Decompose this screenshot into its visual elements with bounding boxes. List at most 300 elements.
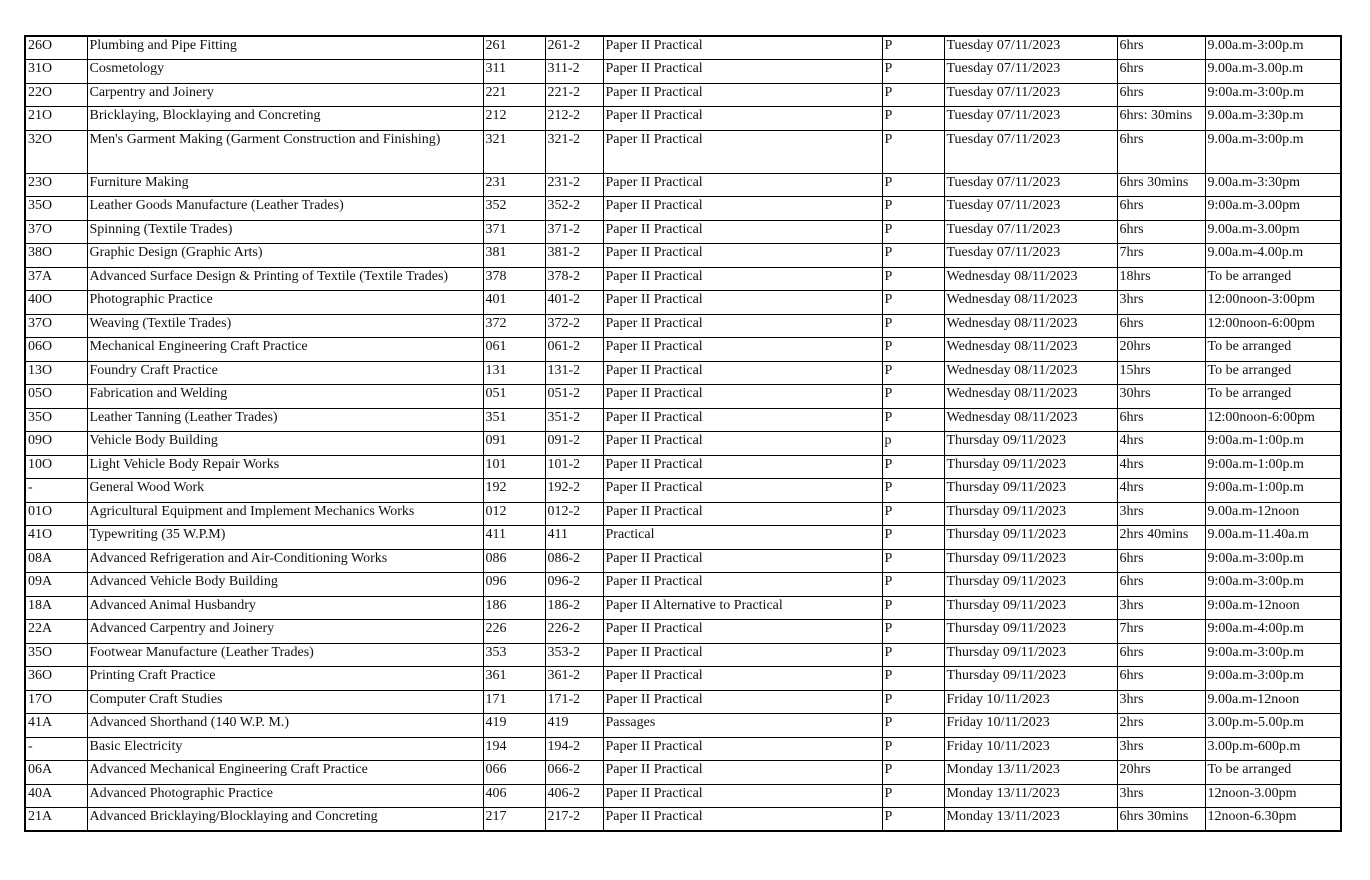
subject-number-cell: 217 (483, 808, 545, 832)
subject-cell: Foundry Craft Practice (87, 361, 483, 385)
subject-number-cell: 086 (483, 549, 545, 573)
exam-time-cell: 12noon-3.00pm (1205, 784, 1341, 808)
subject-cell: General Wood Work (87, 479, 483, 503)
table-row (25, 596, 1341, 620)
table-row (25, 643, 1341, 667)
subject-number-cell: 061 (483, 338, 545, 362)
paper-code-cell: 131-2 (545, 361, 603, 385)
subject-number-cell: 186 (483, 596, 545, 620)
table-row (25, 737, 1341, 761)
table-row (25, 267, 1341, 291)
exam-date-cell: Thursday 09/11/2023 (944, 620, 1117, 644)
exam-time-cell: To be arranged (1205, 361, 1341, 385)
subject-number-cell: 351 (483, 408, 545, 432)
course-code-cell: 09O (25, 432, 87, 456)
subject-number-cell: 101 (483, 455, 545, 479)
exam-date-cell: Thursday 09/11/2023 (944, 479, 1117, 503)
exam-type-cell: P (882, 244, 944, 268)
paper-name-cell: Paper II Practical (603, 643, 882, 667)
subject-number-cell: 361 (483, 667, 545, 691)
paper-code-cell: 401-2 (545, 291, 603, 315)
paper-name-cell: Paper II Practical (603, 338, 882, 362)
paper-name-cell: Paper II Alternative to Practical (603, 596, 882, 620)
table-row (25, 432, 1341, 456)
exam-time-cell: To be arranged (1205, 385, 1341, 409)
exam-time-cell: 9.00a.m-3:00p.m (1205, 36, 1341, 60)
subject-cell: Leather Tanning (Leather Trades) (87, 408, 483, 432)
paper-name-cell: Paper II Practical (603, 479, 882, 503)
course-code-cell: 26O (25, 36, 87, 60)
duration-cell: 15hrs (1117, 361, 1205, 385)
table-row (25, 784, 1341, 808)
paper-code-cell: 194-2 (545, 737, 603, 761)
exam-date-cell: Tuesday 07/11/2023 (944, 36, 1117, 60)
subject-cell: Advanced Mechanical Engineering Craft Practice (87, 761, 483, 785)
subject-number-cell: 401 (483, 291, 545, 315)
exam-date-cell: Wednesday 08/11/2023 (944, 338, 1117, 362)
course-code-cell: 18A (25, 596, 87, 620)
subject-number-cell: 419 (483, 714, 545, 738)
subject-number-cell: 353 (483, 643, 545, 667)
table-row (25, 83, 1341, 107)
exam-date-cell: Thursday 09/11/2023 (944, 573, 1117, 597)
course-code-cell: 06A (25, 761, 87, 785)
exam-type-cell: P (882, 60, 944, 84)
subject-number-cell: 406 (483, 784, 545, 808)
exam-time-cell: 9:00a.m-1:00p.m (1205, 455, 1341, 479)
exam-date-cell: Tuesday 07/11/2023 (944, 197, 1117, 221)
exam-date-cell: Tuesday 07/11/2023 (944, 244, 1117, 268)
exam-date-cell: Thursday 09/11/2023 (944, 596, 1117, 620)
paper-name-cell: Passages (603, 714, 882, 738)
table-row (25, 220, 1341, 244)
course-code-cell: 35O (25, 408, 87, 432)
exam-time-cell: 12:00noon-6:00pm (1205, 314, 1341, 338)
exam-type-cell: P (882, 267, 944, 291)
exam-type-cell: P (882, 784, 944, 808)
exam-date-cell: Monday 13/11/2023 (944, 761, 1117, 785)
exam-date-cell: Wednesday 08/11/2023 (944, 385, 1117, 409)
duration-cell: 2hrs (1117, 714, 1205, 738)
subject-cell: Bricklaying, Blocklaying and Concreting (87, 107, 483, 131)
exam-date-cell: Tuesday 07/11/2023 (944, 107, 1117, 131)
subject-number-cell: 171 (483, 690, 545, 714)
duration-cell: 30hrs (1117, 385, 1205, 409)
table-row (25, 197, 1341, 221)
exam-time-cell: To be arranged (1205, 267, 1341, 291)
exam-type-cell: P (882, 83, 944, 107)
exam-type-cell: P (882, 596, 944, 620)
paper-name-cell: Paper II Practical (603, 130, 882, 173)
exam-type-cell: P (882, 36, 944, 60)
exam-date-cell: Friday 10/11/2023 (944, 690, 1117, 714)
subject-number-cell: 311 (483, 60, 545, 84)
paper-code-cell: 217-2 (545, 808, 603, 832)
exam-time-cell: To be arranged (1205, 338, 1341, 362)
table-row (25, 479, 1341, 503)
subject-cell: Fabrication and Welding (87, 385, 483, 409)
paper-name-cell: Paper II Practical (603, 83, 882, 107)
duration-cell: 6hrs (1117, 408, 1205, 432)
paper-name-cell: Paper II Practical (603, 784, 882, 808)
exam-date-cell: Thursday 09/11/2023 (944, 432, 1117, 456)
exam-type-cell: P (882, 573, 944, 597)
paper-code-cell: 406-2 (545, 784, 603, 808)
table-row (25, 808, 1341, 832)
exam-time-cell: 12:00noon-6:00pm (1205, 408, 1341, 432)
subject-cell: Graphic Design (Graphic Arts) (87, 244, 483, 268)
duration-cell: 6hrs (1117, 197, 1205, 221)
exam-date-cell: Monday 13/11/2023 (944, 784, 1117, 808)
paper-code-cell: 321-2 (545, 130, 603, 173)
paper-code-cell: 353-2 (545, 643, 603, 667)
duration-cell: 4hrs (1117, 479, 1205, 503)
exam-date-cell: Thursday 09/11/2023 (944, 526, 1117, 550)
exam-type-cell: P (882, 667, 944, 691)
table-row (25, 455, 1341, 479)
paper-name-cell: Paper II Practical (603, 690, 882, 714)
exam-date-cell: Thursday 09/11/2023 (944, 667, 1117, 691)
subject-cell: Advanced Shorthand (140 W.P. M.) (87, 714, 483, 738)
paper-name-cell: Paper II Practical (603, 314, 882, 338)
paper-code-cell: 096-2 (545, 573, 603, 597)
paper-code-cell: 311-2 (545, 60, 603, 84)
exam-type-cell: P (882, 130, 944, 173)
subject-cell: Advanced Animal Husbandry (87, 596, 483, 620)
table-row (25, 526, 1341, 550)
subject-cell: Plumbing and Pipe Fitting (87, 36, 483, 60)
subject-cell: Advanced Refrigeration and Air-Conditioning Works (87, 549, 483, 573)
course-code-cell: 40A (25, 784, 87, 808)
paper-name-cell: Paper II Practical (603, 385, 882, 409)
subject-number-cell: 321 (483, 130, 545, 173)
exam-time-cell: 9.00a.m-11.40a.m (1205, 526, 1341, 550)
duration-cell: 6hrs (1117, 314, 1205, 338)
subject-cell: Cosmetology (87, 60, 483, 84)
table-row (25, 385, 1341, 409)
exam-time-cell: 9.00a.m-3:30p.m (1205, 107, 1341, 131)
exam-date-cell: Tuesday 07/11/2023 (944, 130, 1117, 173)
course-code-cell: 40O (25, 291, 87, 315)
exam-timetable (24, 35, 1342, 832)
course-code-cell: 31O (25, 60, 87, 84)
exam-date-cell: Thursday 09/11/2023 (944, 502, 1117, 526)
paper-code-cell: 411 (545, 526, 603, 550)
paper-name-cell: Paper II Practical (603, 107, 882, 131)
table-row (25, 361, 1341, 385)
paper-code-cell: 212-2 (545, 107, 603, 131)
subject-cell: Footwear Manufacture (Leather Trades) (87, 643, 483, 667)
timetable-body (25, 36, 1341, 831)
course-code-cell: 10O (25, 455, 87, 479)
exam-type-cell: P (882, 107, 944, 131)
subject-cell: Printing Craft Practice (87, 667, 483, 691)
paper-code-cell: 061-2 (545, 338, 603, 362)
exam-type-cell: P (882, 502, 944, 526)
course-code-cell: 08A (25, 549, 87, 573)
exam-time-cell: 9:00a.m-1:00p.m (1205, 432, 1341, 456)
table-row (25, 107, 1341, 131)
exam-type-cell: P (882, 620, 944, 644)
exam-date-cell: Friday 10/11/2023 (944, 737, 1117, 761)
subject-cell: Spinning (Textile Trades) (87, 220, 483, 244)
paper-name-cell: Paper II Practical (603, 808, 882, 832)
exam-time-cell: 9.00a.m-3:00p.m (1205, 130, 1341, 173)
subject-number-cell: 231 (483, 173, 545, 197)
exam-type-cell: P (882, 479, 944, 503)
paper-name-cell: Paper II Practical (603, 549, 882, 573)
course-code-cell: 41O (25, 526, 87, 550)
paper-name-cell: Paper II Practical (603, 761, 882, 785)
duration-cell: 3hrs (1117, 784, 1205, 808)
exam-type-cell: P (882, 690, 944, 714)
subject-cell: Carpentry and Joinery (87, 83, 483, 107)
exam-date-cell: Wednesday 08/11/2023 (944, 408, 1117, 432)
duration-cell: 6hrs 30mins (1117, 173, 1205, 197)
paper-name-cell: Paper II Practical (603, 667, 882, 691)
duration-cell: 3hrs (1117, 690, 1205, 714)
exam-type-cell: P (882, 455, 944, 479)
duration-cell: 2hrs 40mins (1117, 526, 1205, 550)
table-row (25, 620, 1341, 644)
duration-cell: 7hrs (1117, 244, 1205, 268)
course-code-cell: 06O (25, 338, 87, 362)
table-row (25, 761, 1341, 785)
duration-cell: 6hrs (1117, 549, 1205, 573)
subject-cell: Advanced Bricklaying/Blocklaying and Concreting (87, 808, 483, 832)
exam-time-cell: 3.00p.m-5.00p.m (1205, 714, 1341, 738)
duration-cell: 6hrs (1117, 130, 1205, 173)
table-row (25, 130, 1341, 173)
duration-cell: 6hrs (1117, 573, 1205, 597)
exam-type-cell: P (882, 361, 944, 385)
duration-cell: 6hrs (1117, 667, 1205, 691)
subject-cell: Advanced Carpentry and Joinery (87, 620, 483, 644)
exam-time-cell: To be arranged (1205, 761, 1341, 785)
subject-number-cell: 091 (483, 432, 545, 456)
exam-type-cell: P (882, 173, 944, 197)
paper-code-cell: 186-2 (545, 596, 603, 620)
paper-name-cell: Paper II Practical (603, 244, 882, 268)
course-code-cell: 37O (25, 314, 87, 338)
exam-time-cell: 9.00a.m-3:30pm (1205, 173, 1341, 197)
subject-number-cell: 372 (483, 314, 545, 338)
exam-time-cell: 9:00a.m-3.00pm (1205, 197, 1341, 221)
subject-number-cell: 221 (483, 83, 545, 107)
exam-time-cell: 9.00a.m-12noon (1205, 690, 1341, 714)
duration-cell: 18hrs (1117, 267, 1205, 291)
exam-date-cell: Wednesday 08/11/2023 (944, 361, 1117, 385)
paper-name-cell: Paper II Practical (603, 620, 882, 644)
table-row (25, 314, 1341, 338)
subject-cell: Men's Garment Making (Garment Construction and Finishing) (87, 130, 483, 173)
exam-type-cell: P (882, 737, 944, 761)
paper-code-cell: 352-2 (545, 197, 603, 221)
exam-time-cell: 12:00noon-3:00pm (1205, 291, 1341, 315)
exam-type-cell: P (882, 714, 944, 738)
paper-name-cell: Paper II Practical (603, 455, 882, 479)
exam-date-cell: Thursday 09/11/2023 (944, 643, 1117, 667)
exam-type-cell: P (882, 808, 944, 832)
table-row (25, 502, 1341, 526)
subject-cell: Basic Electricity (87, 737, 483, 761)
duration-cell: 6hrs (1117, 83, 1205, 107)
paper-code-cell: 231-2 (545, 173, 603, 197)
table-row (25, 690, 1341, 714)
exam-date-cell: Wednesday 08/11/2023 (944, 267, 1117, 291)
exam-time-cell: 9.00a.m-3.00pm (1205, 220, 1341, 244)
course-code-cell: 21A (25, 808, 87, 832)
subject-cell: Furniture Making (87, 173, 483, 197)
subject-number-cell: 378 (483, 267, 545, 291)
table-row (25, 667, 1341, 691)
subject-cell: Advanced Photographic Practice (87, 784, 483, 808)
subject-cell: Advanced Surface Design & Printing of Textile (Textile Trades) (87, 267, 483, 291)
duration-cell: 6hrs (1117, 643, 1205, 667)
course-code-cell: 09A (25, 573, 87, 597)
paper-name-cell: Paper II Practical (603, 197, 882, 221)
paper-code-cell: 171-2 (545, 690, 603, 714)
exam-date-cell: Tuesday 07/11/2023 (944, 173, 1117, 197)
paper-name-cell: Paper II Practical (603, 220, 882, 244)
subject-number-cell: 352 (483, 197, 545, 221)
course-code-cell: 17O (25, 690, 87, 714)
exam-time-cell: 9.00a.m-3.00p.m (1205, 60, 1341, 84)
exam-time-cell: 9.00a.m-12noon (1205, 502, 1341, 526)
exam-date-cell: Wednesday 08/11/2023 (944, 314, 1117, 338)
course-code-cell: 32O (25, 130, 87, 173)
duration-cell: 6hrs (1117, 36, 1205, 60)
paper-code-cell: 051-2 (545, 385, 603, 409)
paper-name-cell: Paper II Practical (603, 502, 882, 526)
subject-cell: Leather Goods Manufacture (Leather Trades) (87, 197, 483, 221)
table-row (25, 338, 1341, 362)
subject-number-cell: 411 (483, 526, 545, 550)
paper-code-cell: 012-2 (545, 502, 603, 526)
paper-code-cell: 086-2 (545, 549, 603, 573)
course-code-cell: 35O (25, 643, 87, 667)
course-code-cell: 38O (25, 244, 87, 268)
exam-time-cell: 12noon-6.30pm (1205, 808, 1341, 832)
paper-name-cell: Paper II Practical (603, 173, 882, 197)
paper-code-cell: 226-2 (545, 620, 603, 644)
paper-name-cell: Paper II Practical (603, 737, 882, 761)
paper-name-cell: Paper II Practical (603, 267, 882, 291)
exam-time-cell: 9:00a.m-1:00p.m (1205, 479, 1341, 503)
subject-number-cell: 371 (483, 220, 545, 244)
paper-code-cell: 361-2 (545, 667, 603, 691)
exam-date-cell: Wednesday 08/11/2023 (944, 291, 1117, 315)
paper-code-cell: 419 (545, 714, 603, 738)
paper-code-cell: 351-2 (545, 408, 603, 432)
exam-time-cell: 9:00a.m-3:00p.m (1205, 83, 1341, 107)
exam-date-cell: Tuesday 07/11/2023 (944, 220, 1117, 244)
paper-code-cell: 372-2 (545, 314, 603, 338)
exam-type-cell: P (882, 291, 944, 315)
paper-name-cell: Paper II Practical (603, 432, 882, 456)
paper-code-cell: 192-2 (545, 479, 603, 503)
duration-cell: 6hrs (1117, 220, 1205, 244)
subject-number-cell: 066 (483, 761, 545, 785)
table-row (25, 60, 1341, 84)
subject-number-cell: 012 (483, 502, 545, 526)
paper-code-cell: 101-2 (545, 455, 603, 479)
duration-cell: 4hrs (1117, 455, 1205, 479)
subject-number-cell: 051 (483, 385, 545, 409)
course-code-cell: 36O (25, 667, 87, 691)
subject-number-cell: 226 (483, 620, 545, 644)
duration-cell: 7hrs (1117, 620, 1205, 644)
paper-code-cell: 221-2 (545, 83, 603, 107)
exam-date-cell: Tuesday 07/11/2023 (944, 83, 1117, 107)
subject-number-cell: 192 (483, 479, 545, 503)
exam-type-cell: p (882, 432, 944, 456)
subject-number-cell: 212 (483, 107, 545, 131)
exam-date-cell: Tuesday 07/11/2023 (944, 60, 1117, 84)
exam-time-cell: 9.00a.m-4.00p.m (1205, 244, 1341, 268)
course-code-cell: 05O (25, 385, 87, 409)
paper-name-cell: Paper II Practical (603, 361, 882, 385)
duration-cell: 3hrs (1117, 596, 1205, 620)
course-code-cell: 22O (25, 83, 87, 107)
course-code-cell: 35O (25, 197, 87, 221)
paper-name-cell: Paper II Practical (603, 291, 882, 315)
paper-name-cell: Practical (603, 526, 882, 550)
exam-time-cell: 3.00p.m-600p.m (1205, 737, 1341, 761)
exam-date-cell: Thursday 09/11/2023 (944, 549, 1117, 573)
table-row (25, 408, 1341, 432)
course-code-cell: 37O (25, 220, 87, 244)
subject-cell: Typewriting (35 W.P.M) (87, 526, 483, 550)
table-row (25, 573, 1341, 597)
subject-cell: Computer Craft Studies (87, 690, 483, 714)
subject-cell: Light Vehicle Body Repair Works (87, 455, 483, 479)
table-row (25, 549, 1341, 573)
exam-type-cell: P (882, 526, 944, 550)
paper-name-cell: Paper II Practical (603, 573, 882, 597)
table-row (25, 36, 1341, 60)
exam-type-cell: P (882, 338, 944, 362)
table-row (25, 244, 1341, 268)
subject-cell: Mechanical Engineering Craft Practice (87, 338, 483, 362)
paper-code-cell: 091-2 (545, 432, 603, 456)
exam-date-cell: Friday 10/11/2023 (944, 714, 1117, 738)
subject-cell: Agricultural Equipment and Implement Mechanics Works (87, 502, 483, 526)
exam-time-cell: 9:00a.m-12noon (1205, 596, 1341, 620)
course-code-cell: 22A (25, 620, 87, 644)
course-code-cell: - (25, 737, 87, 761)
exam-type-cell: P (882, 314, 944, 338)
duration-cell: 6hrs: 30mins (1117, 107, 1205, 131)
course-code-cell: 13O (25, 361, 87, 385)
exam-type-cell: P (882, 549, 944, 573)
course-code-cell: - (25, 479, 87, 503)
subject-number-cell: 194 (483, 737, 545, 761)
duration-cell: 3hrs (1117, 737, 1205, 761)
duration-cell: 4hrs (1117, 432, 1205, 456)
paper-name-cell: Paper II Practical (603, 408, 882, 432)
exam-time-cell: 9:00a.m-3:00p.m (1205, 643, 1341, 667)
exam-time-cell: 9:00a.m-3:00p.m (1205, 573, 1341, 597)
exam-type-cell: P (882, 197, 944, 221)
subject-number-cell: 096 (483, 573, 545, 597)
exam-type-cell: P (882, 643, 944, 667)
exam-time-cell: 9:00a.m-3:00p.m (1205, 549, 1341, 573)
duration-cell: 3hrs (1117, 291, 1205, 315)
exam-time-cell: 9:00a.m-3:00p.m (1205, 667, 1341, 691)
course-code-cell: 21O (25, 107, 87, 131)
subject-number-cell: 131 (483, 361, 545, 385)
